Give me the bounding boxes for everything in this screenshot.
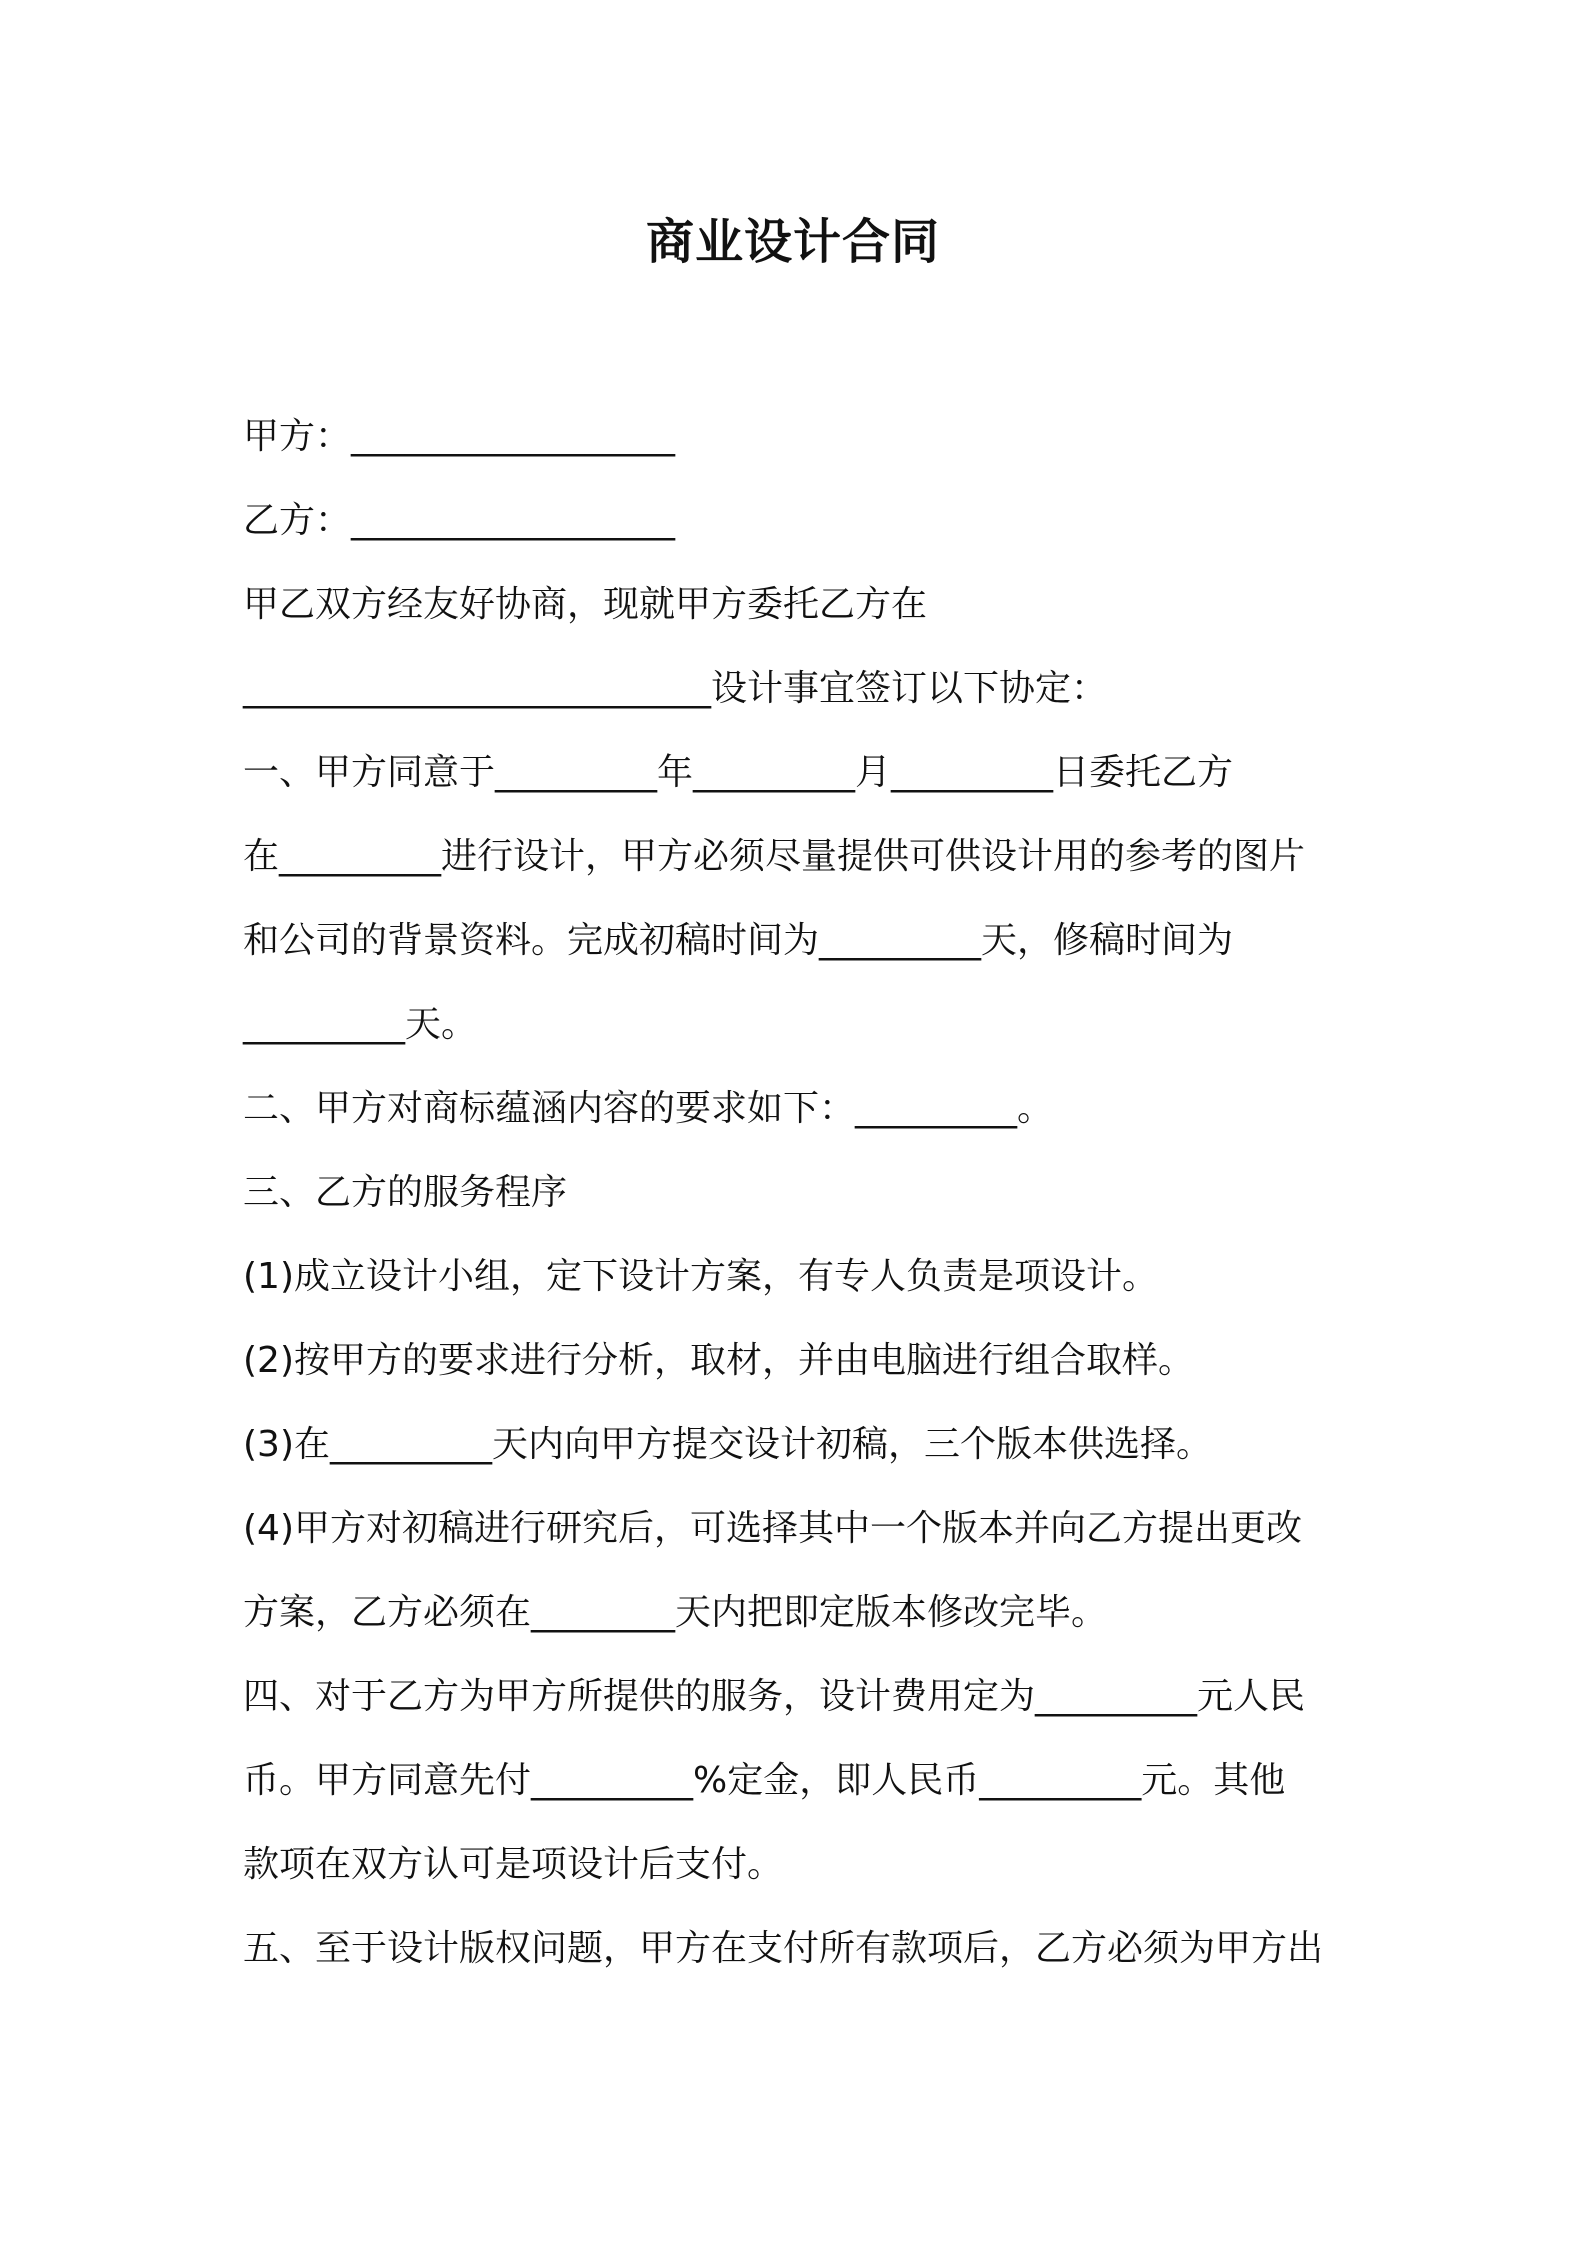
- preamble-line-1: 甲乙双方经友好协商，现就甲方委托乙方在: [243, 584, 928, 625]
- clause-1-line-1: 一、甲方同意于_________年_________月_________日委托乙方: [243, 752, 1234, 793]
- party-b-line: 乙方：__________________: [243, 500, 676, 541]
- preamble-line-2: __________________________设计事宜签订以下协定：: [243, 668, 1108, 709]
- clause-3-item-4-line-2: 方案，乙方必须在________天内把即定版本修改完毕。: [243, 1592, 1108, 1633]
- clause-3-item-2: (2)按甲方的要求进行分析，取材，并由电脑进行组合取样。: [243, 1340, 1194, 1381]
- clause-1-line-3: 和公司的背景资料。完成初稿时间为_________天，修稿时间为: [243, 920, 1234, 961]
- clause-3-item-1: (1)成立设计小组，定下设计方案，有专人负责是项设计。: [243, 1256, 1158, 1297]
- clause-4-line-3: 款项在双方认可是项设计后支付。: [243, 1844, 784, 1885]
- clause-3-item-4-line-1: (4)甲方对初稿进行研究后，可选择其中一个版本并向乙方提出更改: [243, 1508, 1302, 1549]
- clause-4-line-1: 四、对于乙方为甲方所提供的服务，设计费用定为_________元人民: [243, 1676, 1306, 1717]
- clause-2-line: 二、甲方对商标蕴涵内容的要求如下：_________。: [243, 1088, 1054, 1129]
- clause-4-line-2: 币。甲方同意先付_________%定金，即人民币_________元。其他: [243, 1760, 1286, 1801]
- clause-3-item-3: (3)在_________天内向甲方提交设计初稿，三个版本供选择。: [243, 1424, 1212, 1465]
- clause-1-line-4: _________天。: [243, 1004, 478, 1045]
- clause-5-line-1: 五、至于设计版权问题，甲方在支付所有款项后，乙方必须为甲方出: [243, 1928, 1324, 1969]
- clause-1-line-2: 在_________进行设计，甲方必须尽量提供可供设计用的参考的图片: [243, 836, 1306, 877]
- party-a-line: 甲方：__________________: [243, 416, 676, 457]
- clause-3-heading: 三、乙方的服务程序: [243, 1172, 568, 1213]
- document-title: 商业设计合同: [645, 214, 940, 270]
